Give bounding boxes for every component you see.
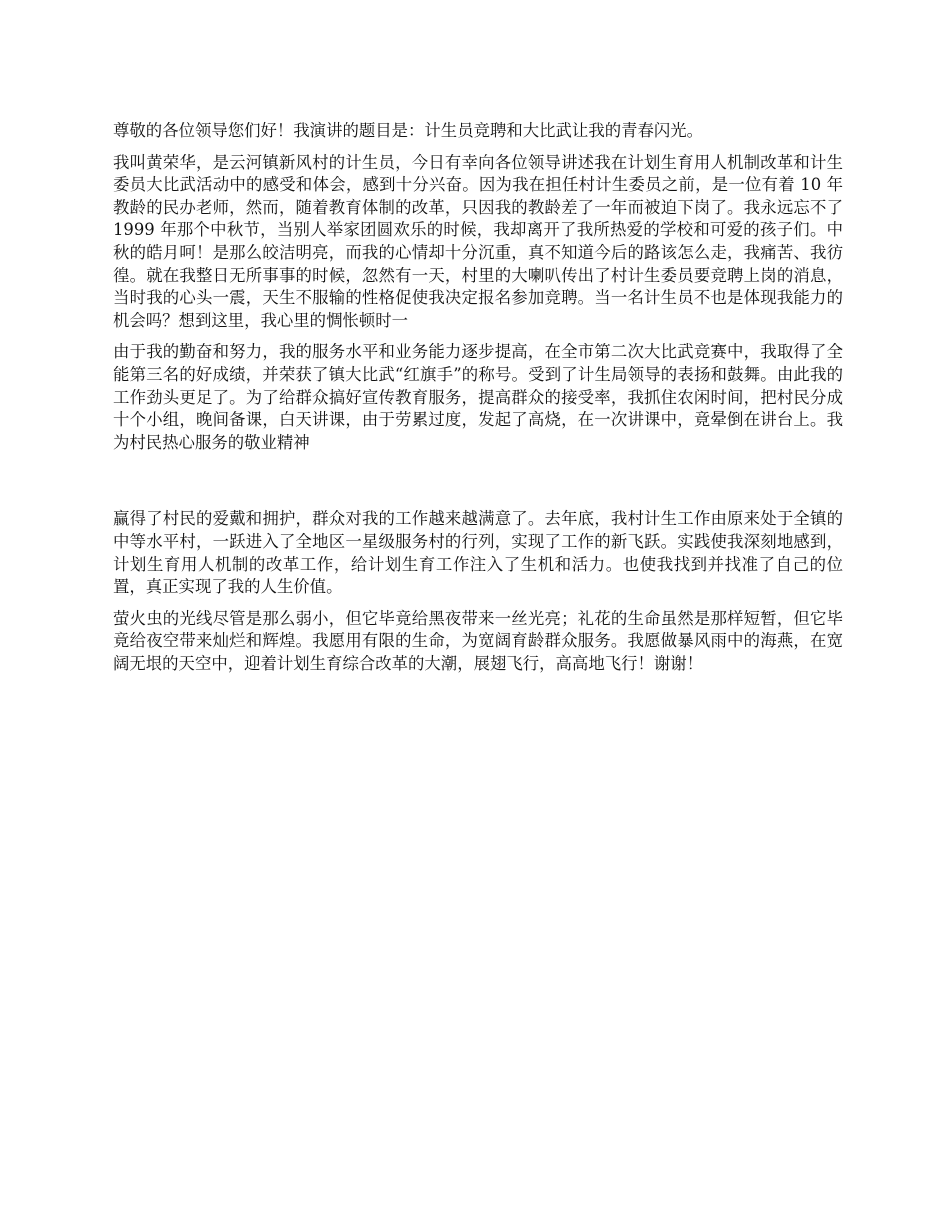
closing-paragraph: 萤火虫的光线尽管是那么弱小，但它毕竟给黑夜带来一丝光亮；礼花的生命虽然是那样短暂，但它毕竟给夜空带来灿烂和辉煌。我愿用有限的生命，为宽阔育龄群众服务。我愿做暴风雨中的海燕，在宽阔无垠的天空中，迎着计划生育综合改革的大潮，展翅飞行，高高地飞行！谢谢！ bbox=[113, 608, 843, 673]
greeting-paragraph: 尊敬的各位领导您们好！我演讲的题目是：计生员竞聘和大比武让我的青春闪光。 bbox=[113, 121, 704, 140]
body-paragraph-3: 赢得了村民的爱戴和拥护，群众对我的工作越来越满意了。去年底，我村计生工作由原来处于全镇的中等水平村，一跃进入了全地区一星级服务村的行列，实现了工作的新飞跃。实践使我深刻地感到，计划生育用人机制的改革工作，给计划生育工作注入了生机和活力。也使我找到并找准了自己的位置，真正实现了我的人生价值。 bbox=[113, 509, 843, 597]
paragraph-gap bbox=[113, 463, 843, 508]
document-body bbox=[113, 120, 843, 684]
body-paragraph-1: 我叫黄荣华，是云河镇新风村的计生员，今日有幸向各位领导讲述我在计划生育用人机制改革和计生委员大比武活动中的感受和体会，感到十分兴奋。因为我在担任村计生委员之前，是一位有着 10 年教龄的民办老师，然而，随着教育体制的改革，只因我的教龄差了一年而被迫下岗了。我永远忘不了 1999 年那个中秋节，当别人举家团圆欢乐的时候，我却离开了我所热爱的学校和可爱的孩子们。中秋的皓月呵！是那么皎洁明亮，而我的心情却十分沉重，真不知道今后的路该怎么走，我痛苦、我彷徨。就在我整日无所事事的时候，忽然有一天，村里的大喇叭传出了村计生委员要竞聘上岗的消息，当时我的心头一震，天生不服输的性格促使我决定报名参加竞聘。当一名计生员不也是体现我能力的机会吗？想到这里，我心里的惆怅顿时一 bbox=[113, 152, 843, 330]
body-paragraph-2: 由于我的勤奋和努力，我的服务水平和业务能力逐步提高，在全市第二次大比武竞赛中，我取得了全能第三名的好成绩，并荣获了镇大比武“红旗手”的称号。受到了计生局领导的表扬和鼓舞。由此我的工作劲头更足了。为了给群众搞好宣传教育服务，提高群众的接受率，我抓住农闲时间，把村民分成十个小组，晚间备课，白天讲课，由于劳累过度，发起了高烧，在一次讲课中，竟晕倒在讲台上。我为村民热心服务的敬业精神 bbox=[113, 342, 843, 452]
